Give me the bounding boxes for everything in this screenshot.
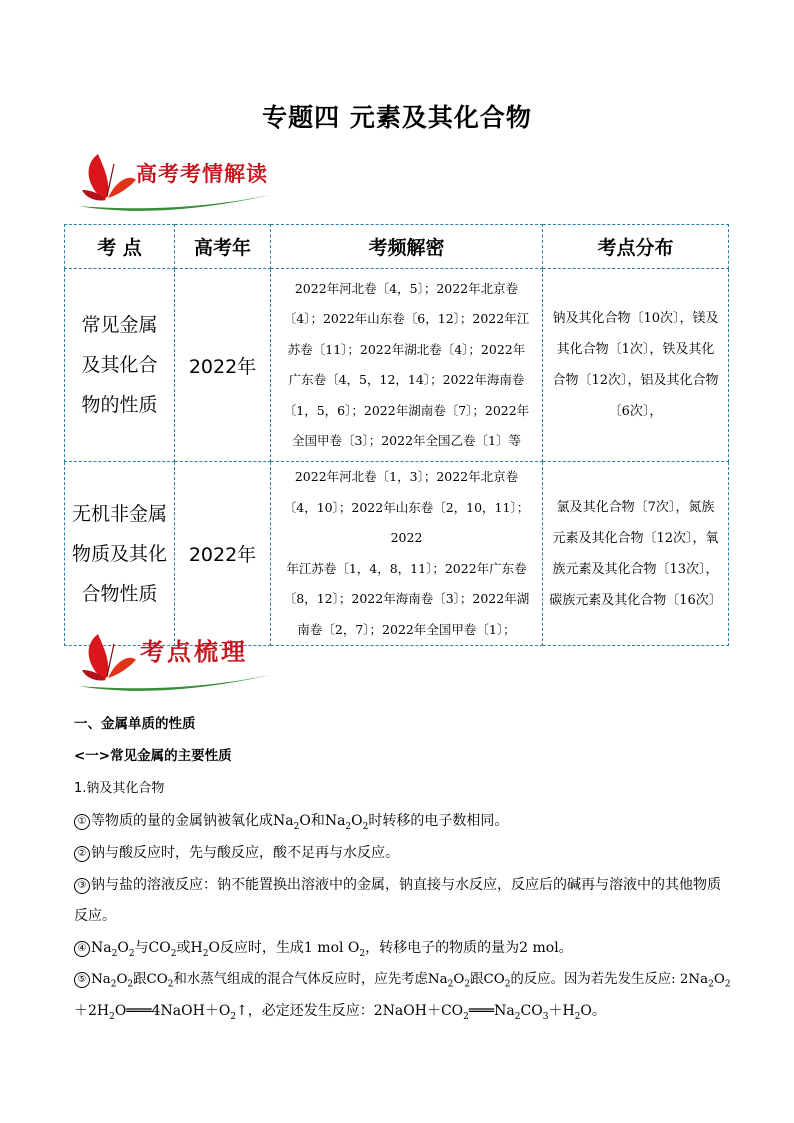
text: O反应时，生成1 mol O [208, 940, 360, 956]
subscript: 2 [447, 979, 454, 990]
topic-cell [65, 462, 175, 646]
frequency-line: 〔4，10〕；2022年山东卷〔2，10，11〕；2022 [283, 499, 530, 545]
paragraph-3-continued: 反应。 [74, 908, 116, 924]
frequency-line: 南卷〔2，7〕；2022年全国甲卷〔1〕； [297, 621, 516, 637]
frequency-line: 2022年河北卷〔4，5〕；2022年北京卷 [294, 280, 519, 296]
topic-line: 物质及其化 [71, 542, 167, 565]
subscript: 2 [293, 821, 300, 832]
frequency-line: 苏卷〔11〕；2022年湖北卷〔4〕；2022年 [287, 341, 526, 357]
frequency-line: 广东卷〔4，5，12，14〕；2022年海南卷 [288, 372, 525, 387]
header-topic: 考 点 [65, 225, 175, 269]
item-number: ② [74, 846, 90, 862]
distribution-line: 钠及其化合物〔10次〕，镁及 [552, 311, 719, 326]
topic-line: 及其化合 [81, 354, 158, 376]
header-year: 高考年 [175, 225, 271, 269]
heading-1: 一、金属单质的性质 [74, 716, 196, 732]
text: O [453, 972, 465, 987]
text: O [713, 972, 725, 987]
text: CO [520, 1003, 543, 1019]
year-cell: 2022年 [175, 462, 271, 646]
frequency-line: 〔4〕；2022年山东卷〔6，12〕；2022年江 [283, 311, 530, 326]
distribution-cell [543, 269, 729, 462]
subscript: 2 [111, 948, 118, 959]
item-number: ⑤ [74, 972, 90, 988]
header-frequency: 考频解密 [271, 225, 543, 269]
topic-line: 常见金属 [81, 314, 158, 336]
frequency-cell [271, 269, 543, 462]
subscript: 2 [170, 948, 177, 959]
year-cell: 2022年 [175, 269, 271, 462]
text: O═══4NaOH＋O [114, 1003, 231, 1019]
text: 钠与酸反应时，先与酸反应，酸不足再与水反应。 [91, 845, 399, 861]
item-number: ③ [74, 878, 90, 894]
paragraph-2 [74, 842, 734, 864]
distribution-line: 族元素及其化合物〔13次〕， [552, 561, 719, 577]
distribution-cell [543, 462, 729, 646]
subscript: 2 [110, 979, 117, 990]
subscript: 2 [574, 1011, 581, 1022]
text: 时转移的电子数相同。 [368, 813, 509, 829]
section-banner-exam-analysis [70, 150, 300, 220]
distribution-line: 碳族元素及其化合物〔16次〕 [549, 592, 722, 608]
paragraph-5 [74, 969, 734, 996]
item-number: ① [74, 814, 90, 830]
text: 跟CO [470, 972, 505, 987]
text: 钠与盐的溶液反应：钠不能置换出溶液中的金属，钠直接与水反应，反应后的碱再与溶液中的其他物质 [91, 877, 721, 893]
text: 与CO [134, 940, 171, 956]
frequency-line: 〔8，12〕；2022年海南卷〔3〕；2022年湖 [283, 591, 530, 606]
subscript: 2 [345, 821, 352, 832]
subscript: 2 [708, 979, 714, 990]
item-number: ④ [74, 941, 90, 957]
banner-title: 考点梳理 [140, 637, 248, 666]
subscript: 2 [504, 979, 511, 990]
heading-3: 1.钠及其化合物 [74, 781, 165, 796]
distribution-line: 合物〔12次〕，铝及其化合物 [552, 373, 719, 388]
text: Na [91, 940, 112, 956]
subscript: 2 [109, 1011, 115, 1022]
text: ↑，必定还发生反应：2NaOH＋CO [236, 1003, 464, 1019]
text: ＋2H [74, 1003, 110, 1019]
table-header-row [65, 225, 729, 269]
text: O和Na [299, 813, 346, 829]
subscript: 2 [514, 1011, 521, 1022]
text: 等物质的量的金属钠被氧化成Na [91, 813, 294, 829]
text: O。 [580, 1003, 606, 1019]
header-distribution: 考点分布 [543, 225, 729, 269]
subscript: 2 [463, 1011, 469, 1022]
text: ＋H [548, 1003, 575, 1019]
subscript: 2 [128, 948, 135, 959]
frequency-line: 年江苏卷〔1，4，8，11〕；2022年广东卷 [286, 560, 527, 576]
text: O [351, 813, 363, 829]
topic-cell [65, 269, 175, 462]
text: 的反应。因为若先发生反应: 2Na [510, 972, 709, 987]
distribution-line: 元素及其化合物〔12次〕，氧 [552, 530, 719, 546]
topic-line: 无机非金属 [71, 502, 167, 525]
text: O [117, 940, 129, 956]
topic-line: 物的性质 [81, 394, 158, 416]
subscript: 2 [362, 821, 369, 832]
text: ═══Na [468, 1003, 515, 1019]
paragraph-4 [74, 937, 734, 965]
frequency-cell [271, 462, 543, 646]
frequency-line: 2022年河北卷〔1，3〕；2022年北京卷 [294, 469, 519, 484]
paragraph-5-continued [74, 1000, 734, 1028]
table-row [65, 269, 729, 462]
banner-title: 高考考情解读 [136, 161, 268, 186]
distribution-line: 其化合物〔1次〕，铁及其化 [556, 342, 715, 357]
section-banner-key-points [70, 628, 300, 698]
distribution-line: 〔6次〕， [608, 404, 663, 419]
page-title: 专题四 元素及其化合物 [262, 103, 532, 132]
frequency-line: 〔1，5，6〕；2022年湖南卷〔7〕；2022年 [283, 402, 530, 418]
topic-line: 合物性质 [81, 582, 158, 605]
subscript: 2 [359, 948, 366, 959]
text: O [116, 972, 128, 987]
text: Na [91, 972, 111, 987]
subscript: 2 [724, 979, 731, 990]
heading-2: <一>常见金属的主要性质 [74, 748, 232, 764]
distribution-line: 氯及其化合物〔7次〕，氮族 [556, 499, 715, 515]
paragraph-3 [74, 874, 734, 896]
frequency-line: 全国甲卷〔3〕；2022年全国乙卷〔1〕等 [292, 433, 521, 448]
paragraph-1 [74, 810, 734, 838]
subscript: 3 [542, 1011, 549, 1022]
subscript: 2 [464, 979, 471, 990]
exam-info-table [64, 224, 729, 646]
subscript: 2 [230, 1011, 237, 1022]
subscript: 2 [127, 979, 134, 990]
subscript: 2 [167, 979, 174, 990]
text: ，转移电子的物质的量为2 mol。 [365, 940, 573, 956]
subscript: 2 [202, 948, 209, 959]
text: 跟CO [133, 972, 168, 987]
text: 或H [176, 940, 203, 956]
table-row [65, 462, 729, 646]
text: 和水蒸气组成的混合气体反应时，应先考虑Na [173, 972, 448, 987]
